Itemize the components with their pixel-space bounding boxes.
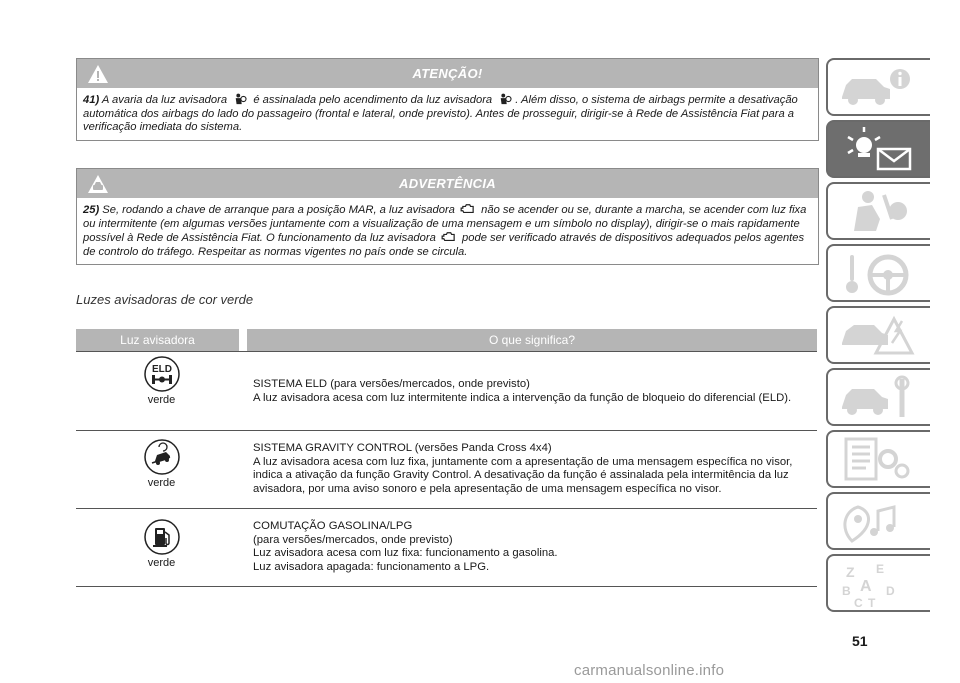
tab-warning-lights[interactable] — [826, 120, 930, 178]
meaning-line: Luz avisadora apagada: funcionamento a LPG. — [253, 560, 490, 573]
engine-check-icon — [441, 231, 457, 243]
multimedia-icon — [836, 499, 922, 545]
svg-text:T: T — [868, 596, 876, 607]
car-wrench-icon — [836, 375, 922, 421]
meaning-line: SISTEMA GRAVITY CONTROL (versões Panda Cross 4x4) — [253, 442, 552, 454]
advertencia-text-c: pode ser verificado através de dispositivos adequados pelos agentes de controlo do tráfego. Respeitar as normas vigentes no país onde se circula. — [83, 232, 805, 258]
svg-text:E: E — [876, 562, 885, 576]
column-header-meaning: O que significa? — [247, 329, 817, 351]
svg-text:B: B — [842, 584, 851, 598]
svg-text:ELD: ELD — [151, 364, 172, 375]
tab-starting-driving[interactable] — [826, 244, 930, 302]
warning-light-message-icon — [836, 127, 922, 173]
advertencia-text-a: Se, rodando a chave de arranque para a posição MAR, a luz avisadora — [102, 204, 455, 216]
table-row — [76, 351, 817, 431]
tab-multimedia[interactable] — [826, 492, 930, 550]
meaning-cell — [253, 442, 813, 496]
gravity-control-icon — [144, 439, 180, 475]
advertencia-text-b: não se acender ou se, durante a marcha, se acender com luz fixa ou intermitente (em algumas versões juntamente com a visualização de uma mensagem e um símbolo no display), dirigir-se o mais rapidamente possível à Rede de Assistência Fiat. O funcionamento da luz avisadora — [83, 204, 807, 244]
light-color-label: verde — [147, 557, 176, 569]
advertencia-box — [76, 168, 819, 265]
meaning-line: A luz avisadora acesa com luz fixa, juntamente com a apresentação de uma mensagem específica no visor, indica a ativação da função Gravity Control. A desativação da função é assinalada pela intermitência da luz avisadora, por uma aviso sonoro e pela apresentação de uma mensagem específica no visor. — [253, 455, 793, 495]
tab-index[interactable] — [826, 554, 930, 612]
attention-text-c: . Além disso, o sistema de airbags permite a desativação automática dos airbags do lado do passageiro (frontal e lateral, onde previsto). Antes de prosseguir, dirigir-se à Rede de Assistência Fiat para a verificação imediata do sistema. — [83, 94, 798, 133]
light-color-label: verde — [147, 394, 176, 406]
car-accident-icon — [836, 313, 922, 359]
meaning-cell — [253, 378, 813, 405]
advertencia-title: ADVERTÊNCIA — [399, 176, 496, 191]
svg-text:Z: Z — [846, 564, 855, 580]
airbag-seat-icon — [836, 189, 922, 235]
section-title: Luzes avisadoras de cor verde — [76, 292, 254, 307]
tab-emergency[interactable] — [826, 306, 930, 364]
svg-text:A: A — [860, 578, 872, 595]
watermark: carmanualsonline.info — [574, 662, 725, 679]
advertencia-header — [77, 169, 818, 198]
meaning-line: A luz avisadora acesa com luz intermitente indica a intervenção da função de bloqueio do diferencial (ELD). — [253, 391, 792, 404]
specs-gears-icon — [836, 437, 922, 483]
attention-text-a: A avaria da luz avisadora — [101, 94, 228, 106]
note-number: 25) — [83, 204, 100, 216]
tab-maintenance[interactable] — [826, 368, 930, 426]
attention-title: ATENÇÃO! — [412, 66, 483, 81]
tab-car-info[interactable] — [826, 58, 930, 116]
meaning-line: COMUTAÇÃO GASOLINA/LPG — [253, 520, 413, 532]
advertencia-text — [77, 198, 818, 264]
meaning-line: SISTEMA ELD (para versões/mercados, onde previsto) — [253, 378, 530, 390]
light-color-label: verde — [147, 477, 176, 489]
meaning-cell — [253, 520, 813, 574]
eld-icon — [144, 356, 180, 392]
svg-text:D: D — [886, 584, 895, 598]
airbag-seat-icon — [232, 93, 248, 105]
table-header — [76, 329, 817, 351]
attention-text — [77, 88, 818, 140]
warning-lights-table — [76, 329, 817, 587]
airbag-seat-icon — [497, 93, 513, 105]
car-info-icon — [836, 65, 922, 111]
attention-box — [76, 58, 819, 141]
engine-check-icon — [460, 203, 476, 215]
page-number: 51 — [852, 633, 868, 649]
light-cell — [76, 439, 247, 489]
column-header-light: Luz avisadora — [76, 329, 239, 351]
table-row — [76, 431, 817, 509]
steering-wheel-key-icon — [836, 251, 922, 297]
meaning-line: Luz avisadora acesa com luz fixa: funcionamento a gasolina. — [253, 547, 558, 559]
svg-text:C: C — [854, 596, 863, 607]
note-number: 41) — [83, 94, 100, 106]
attention-text-b: é assinalada pelo acendimento da luz avisadora — [253, 94, 493, 106]
table-row — [76, 509, 817, 587]
fuel-pump-icon — [144, 519, 180, 555]
alphabet-index-icon — [836, 561, 922, 607]
tab-technical-data[interactable] — [826, 430, 930, 488]
tab-safety[interactable] — [826, 182, 930, 240]
light-cell — [76, 356, 247, 406]
light-cell — [76, 519, 247, 569]
attention-header — [77, 59, 818, 88]
meaning-line: (para versões/mercados, onde previsto) — [253, 533, 453, 546]
